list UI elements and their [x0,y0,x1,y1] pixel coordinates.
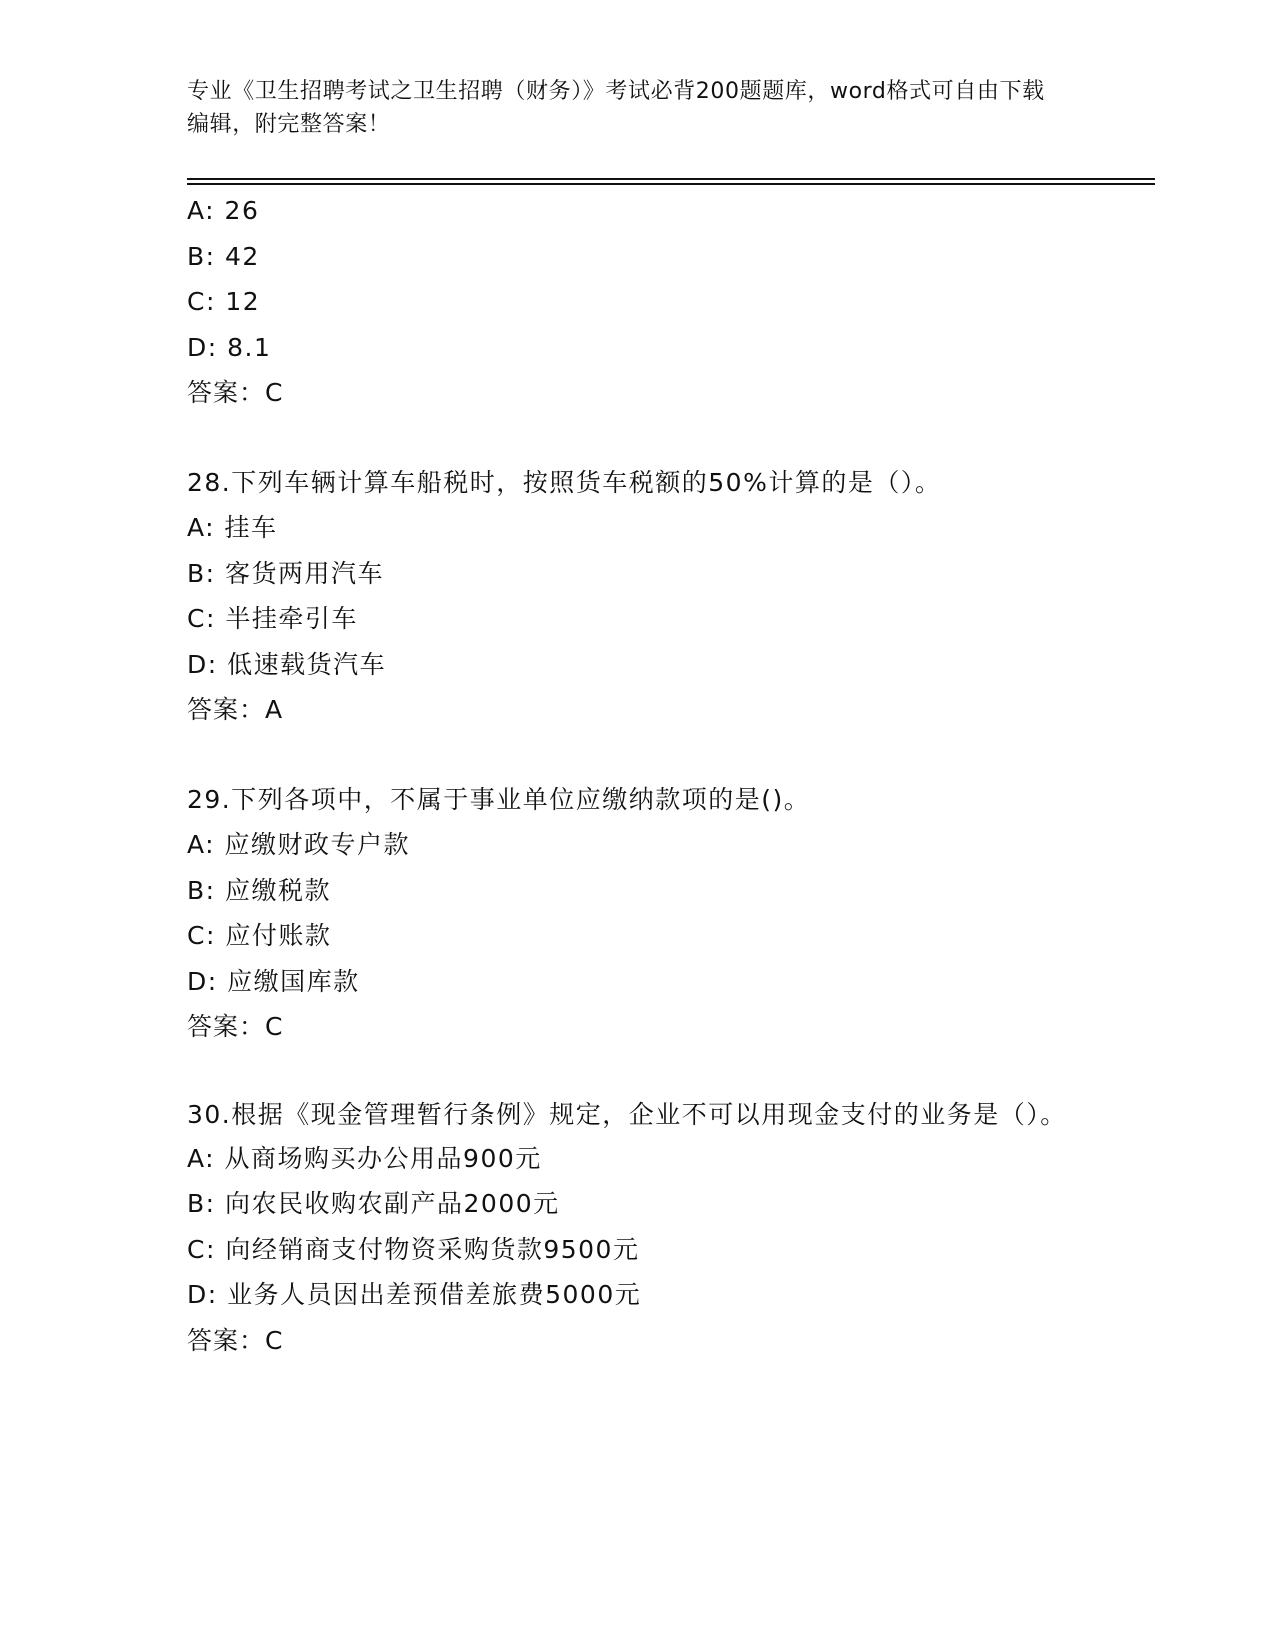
spacer [187,1050,1087,1094]
header-rule-top [187,178,1155,180]
option-a: A: 从商场购买办公用品900元 [187,1143,542,1173]
header-rule-bottom [187,183,1155,185]
question-29 [187,777,1087,1050]
previous-question-block [187,188,1087,416]
option-c: C: 12 [187,287,261,316]
option-b: B: 客货两用汽车 [187,558,385,588]
spacer [187,733,1087,777]
question-content [187,188,1087,1363]
answer-line: 答案：C [187,1325,284,1355]
option-d: D: 低速载货汽车 [187,649,387,679]
option-d: D: 8.1 [187,332,272,362]
answer-line: 答案：A [187,695,284,724]
option-c: C: 半挂牵引车 [187,604,358,633]
option-a: A: 26 [187,196,260,225]
option-b: B: 向农民收购农副产品2000元 [187,1189,560,1218]
option-b: B: 应缴税款 [187,875,332,905]
option-a: A: 挂车 [187,513,278,542]
question-stem: 30.根据《现金管理暂行条例》规定，企业不可以用现金支付的业务是（）。 [187,1099,1067,1129]
question-30 [187,1094,1087,1364]
option-c: C: 向经销商支付物资采购货款9500元 [187,1234,640,1264]
option-d: D: 业务人员因出差预借差旅费5000元 [187,1280,642,1309]
answer-line: 答案：C [187,378,284,407]
option-d: D: 应缴国库款 [187,966,360,996]
answer-line: 答案：C [187,1012,284,1041]
option-a: A: 应缴财政专户款 [187,830,411,859]
question-stem: 28.下列车辆计算车船税时，按照货车税额的50%计算的是（）。 [187,467,942,497]
question-stem: 29.下列各项中，不属于事业单位应缴纳款项的是()。 [187,784,811,814]
option-c: C: 应付账款 [187,921,332,950]
question-28 [187,460,1087,733]
option-b: B: 42 [187,241,260,271]
document-header: 专业《卫生招聘考试之卫生招聘（财务）》考试必背200题题库，word格式可自由下载编辑，附完整答案！ [187,79,1045,137]
spacer [187,416,1087,460]
